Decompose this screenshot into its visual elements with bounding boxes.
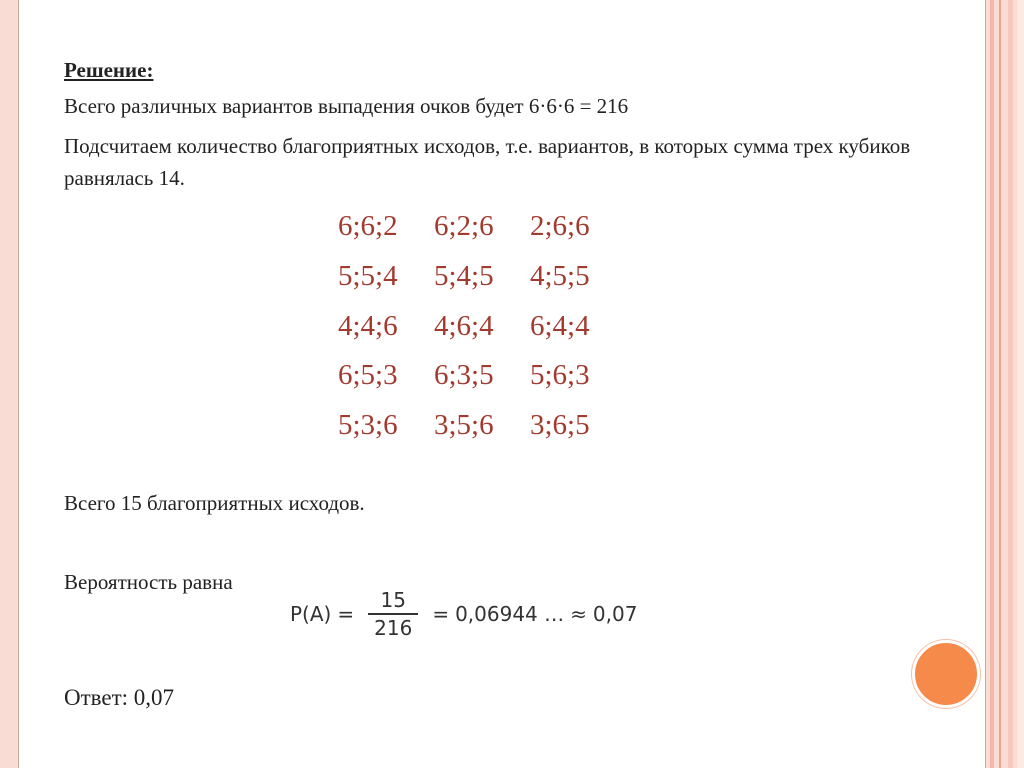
- formula-denominator: 216: [368, 613, 418, 641]
- combination-row: [338, 202, 626, 252]
- decor-circle: [912, 640, 980, 708]
- decor-stripe: [1017, 0, 1024, 768]
- formula-approx: ≈: [570, 602, 587, 626]
- formula-numerator: 15: [380, 588, 406, 612]
- combination: 6;6;2: [338, 210, 398, 242]
- combination: 5;5;4: [338, 259, 398, 292]
- total-outcomes-text: Всего различных вариантов выпадения очков будет 6·6·6 = 216: [64, 94, 629, 118]
- combination: 4;4;6: [338, 309, 398, 342]
- combination-row: [338, 401, 626, 451]
- combination: 4;5;5: [530, 259, 590, 292]
- combination: 5;6;3: [530, 359, 590, 392]
- combination: 4;6;4: [434, 309, 494, 342]
- combination: 6;5;3: [338, 359, 398, 392]
- combination: 5;4;5: [434, 259, 494, 292]
- answer-text: Ответ: 0,07: [64, 685, 175, 710]
- combination-row: [338, 252, 626, 302]
- combinations-grid: [338, 202, 626, 451]
- combination: 6;4;4: [530, 309, 590, 342]
- combination: 6;2;6: [434, 210, 494, 242]
- formula-lhs: P(A): [290, 602, 332, 626]
- combination: 5;3;6: [338, 409, 398, 442]
- combination-row: [338, 351, 626, 401]
- combination: 3;5;6: [434, 409, 494, 442]
- formula-rounded: 0,07: [592, 602, 638, 626]
- decor-stripe: [999, 0, 1001, 768]
- probability-formula: [290, 583, 637, 645]
- formula-fraction: [368, 587, 418, 641]
- formula-result: 0,06944 …: [455, 602, 565, 626]
- decor-stripe: [990, 0, 994, 768]
- favorable-total-text: Всего 15 благоприятных исходов.: [64, 491, 365, 515]
- probability-label: Вероятность равна: [64, 570, 233, 594]
- decor-stripe: [1008, 0, 1013, 768]
- formula-equals: =: [337, 602, 355, 626]
- combination: 6;3;5: [434, 359, 494, 392]
- solution-heading: Решение:: [64, 58, 154, 82]
- combination: 3;6;5: [530, 409, 590, 442]
- favorable-count-text: Подсчитаем количество благоприятных исходов, т.е. вариантов, в которых сумма трех кубиков равнялась 14.: [64, 134, 911, 190]
- formula-equals: =: [432, 602, 450, 626]
- combination-row: [338, 302, 626, 352]
- combination: 2;6;6: [530, 210, 590, 242]
